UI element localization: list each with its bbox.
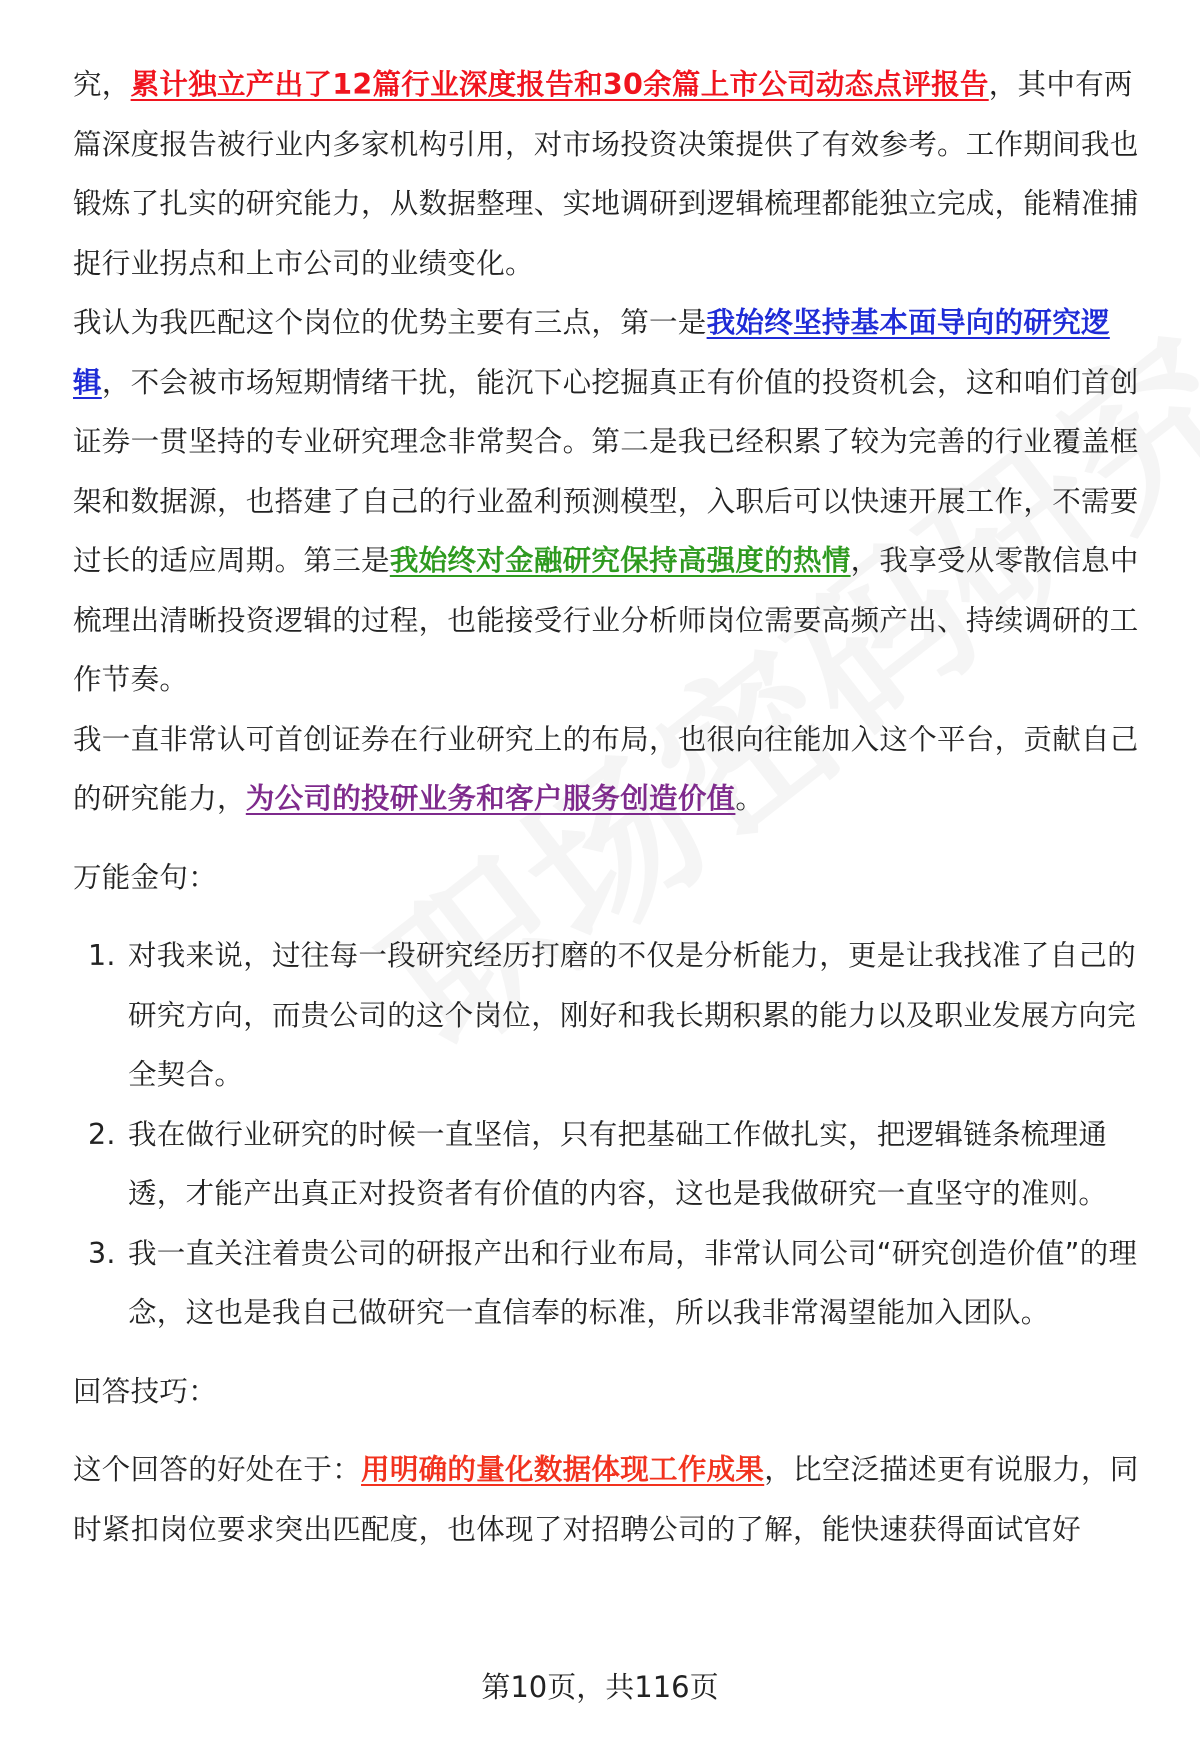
list-number: 1. bbox=[88, 939, 116, 972]
text: ，我享受从零散信息中梳理出清晰投资逻辑的过程，也能接受行业分析师岗位需要高频产出、持续调研的工作节奏。 bbox=[73, 544, 1139, 696]
paragraph-experience bbox=[73, 55, 1148, 293]
text: ，不会被市场短期情绪干扰，能沉下心挖掘真正有价值的投资机会，这和咱们首创证券一贯坚持的专业研究理念非常契合。第二是我已经积累了较为完善的行业覆盖框架和数据源，也搭建了自己的行业盈利预测模型，入职后可以快速开展工作，不需要过长的适应周期。第三是 bbox=[73, 365, 1139, 577]
highlight-green: 我始终对金融研究保持高强度的热情 bbox=[389, 544, 851, 577]
list-item-text: 我在做行业研究的时候一直坚信，只有把基础工作做扎实，把逻辑链条梳理通透，才能产出真正对投资者有价值的内容，这也是我做研究一直坚守的准则。 bbox=[128, 1117, 1108, 1210]
section-title-answer-tips: 回答技巧： bbox=[73, 1374, 218, 1408]
highlight-red: 累计独立产出了12篇行业深度报告和30余篇上市公司动态点评报告 bbox=[130, 68, 989, 101]
paragraph-motivation bbox=[73, 710, 1148, 829]
paragraph-tips bbox=[73, 1440, 1148, 1559]
page-number: 第10页，共116页 bbox=[481, 1670, 719, 1704]
highlight-blue: 我始终坚持基本面导向的研究逻辑 bbox=[73, 306, 1110, 399]
list-item bbox=[73, 1105, 1148, 1224]
list-item bbox=[73, 1224, 1148, 1343]
text: ，比空泛描述更有说服力，同时紧扣岗位要求突出匹配度，也体现了对招聘公司的了解，能快速获得面试官好 bbox=[73, 1453, 1139, 1546]
section-title-golden-sentences: 万能金句： bbox=[73, 860, 218, 894]
text: 我认为我匹配这个岗位的优势主要有三点，第一是 bbox=[73, 306, 707, 339]
document-body bbox=[73, 55, 1148, 1559]
text: ，其中有两篇深度报告被行业内多家机构引用，对市场投资决策提供了有效参考。工作期间我也锻炼了扎实的研究能力，从数据整理、实地调研到逻辑梳理都能独立完成，能精准捕捉行业拐点和上市公司的业绩变化。 bbox=[73, 68, 1139, 280]
text: 。 bbox=[735, 782, 765, 815]
list-item-text: 对我来说，过往每一段研究经历打磨的不仅是分析能力，更是让我找准了自己的研究方向，而贵公司的这个岗位，刚好和我长期积累的能力以及职业发展方向完全契合。 bbox=[128, 939, 1137, 1091]
paragraph-advantages bbox=[73, 293, 1148, 710]
golden-sentences-list bbox=[73, 926, 1148, 1343]
list-item bbox=[73, 926, 1148, 1105]
text: 这个回答的好处在于： bbox=[73, 1453, 362, 1486]
list-item-text: 我一直关注着贵公司的研报产出和行业布局，非常认同公司“研究创造价值”的理念，这也是我自己做研究一直信奉的标准，所以我非常渴望能加入团队。 bbox=[128, 1236, 1138, 1329]
highlight-purple: 为公司的投研业务和客户服务创造价值 bbox=[245, 782, 736, 815]
list-number: 3. bbox=[88, 1236, 116, 1270]
text: 我一直非常认可首创证券在行业研究上的布局，也很向往能加入这个平台，贡献自己的研究能力， bbox=[73, 722, 1139, 815]
list-number: 2. bbox=[88, 1117, 116, 1151]
highlight-orange: 用明确的量化数据体现工作成果 bbox=[361, 1453, 765, 1486]
text: 究， bbox=[73, 68, 131, 101]
